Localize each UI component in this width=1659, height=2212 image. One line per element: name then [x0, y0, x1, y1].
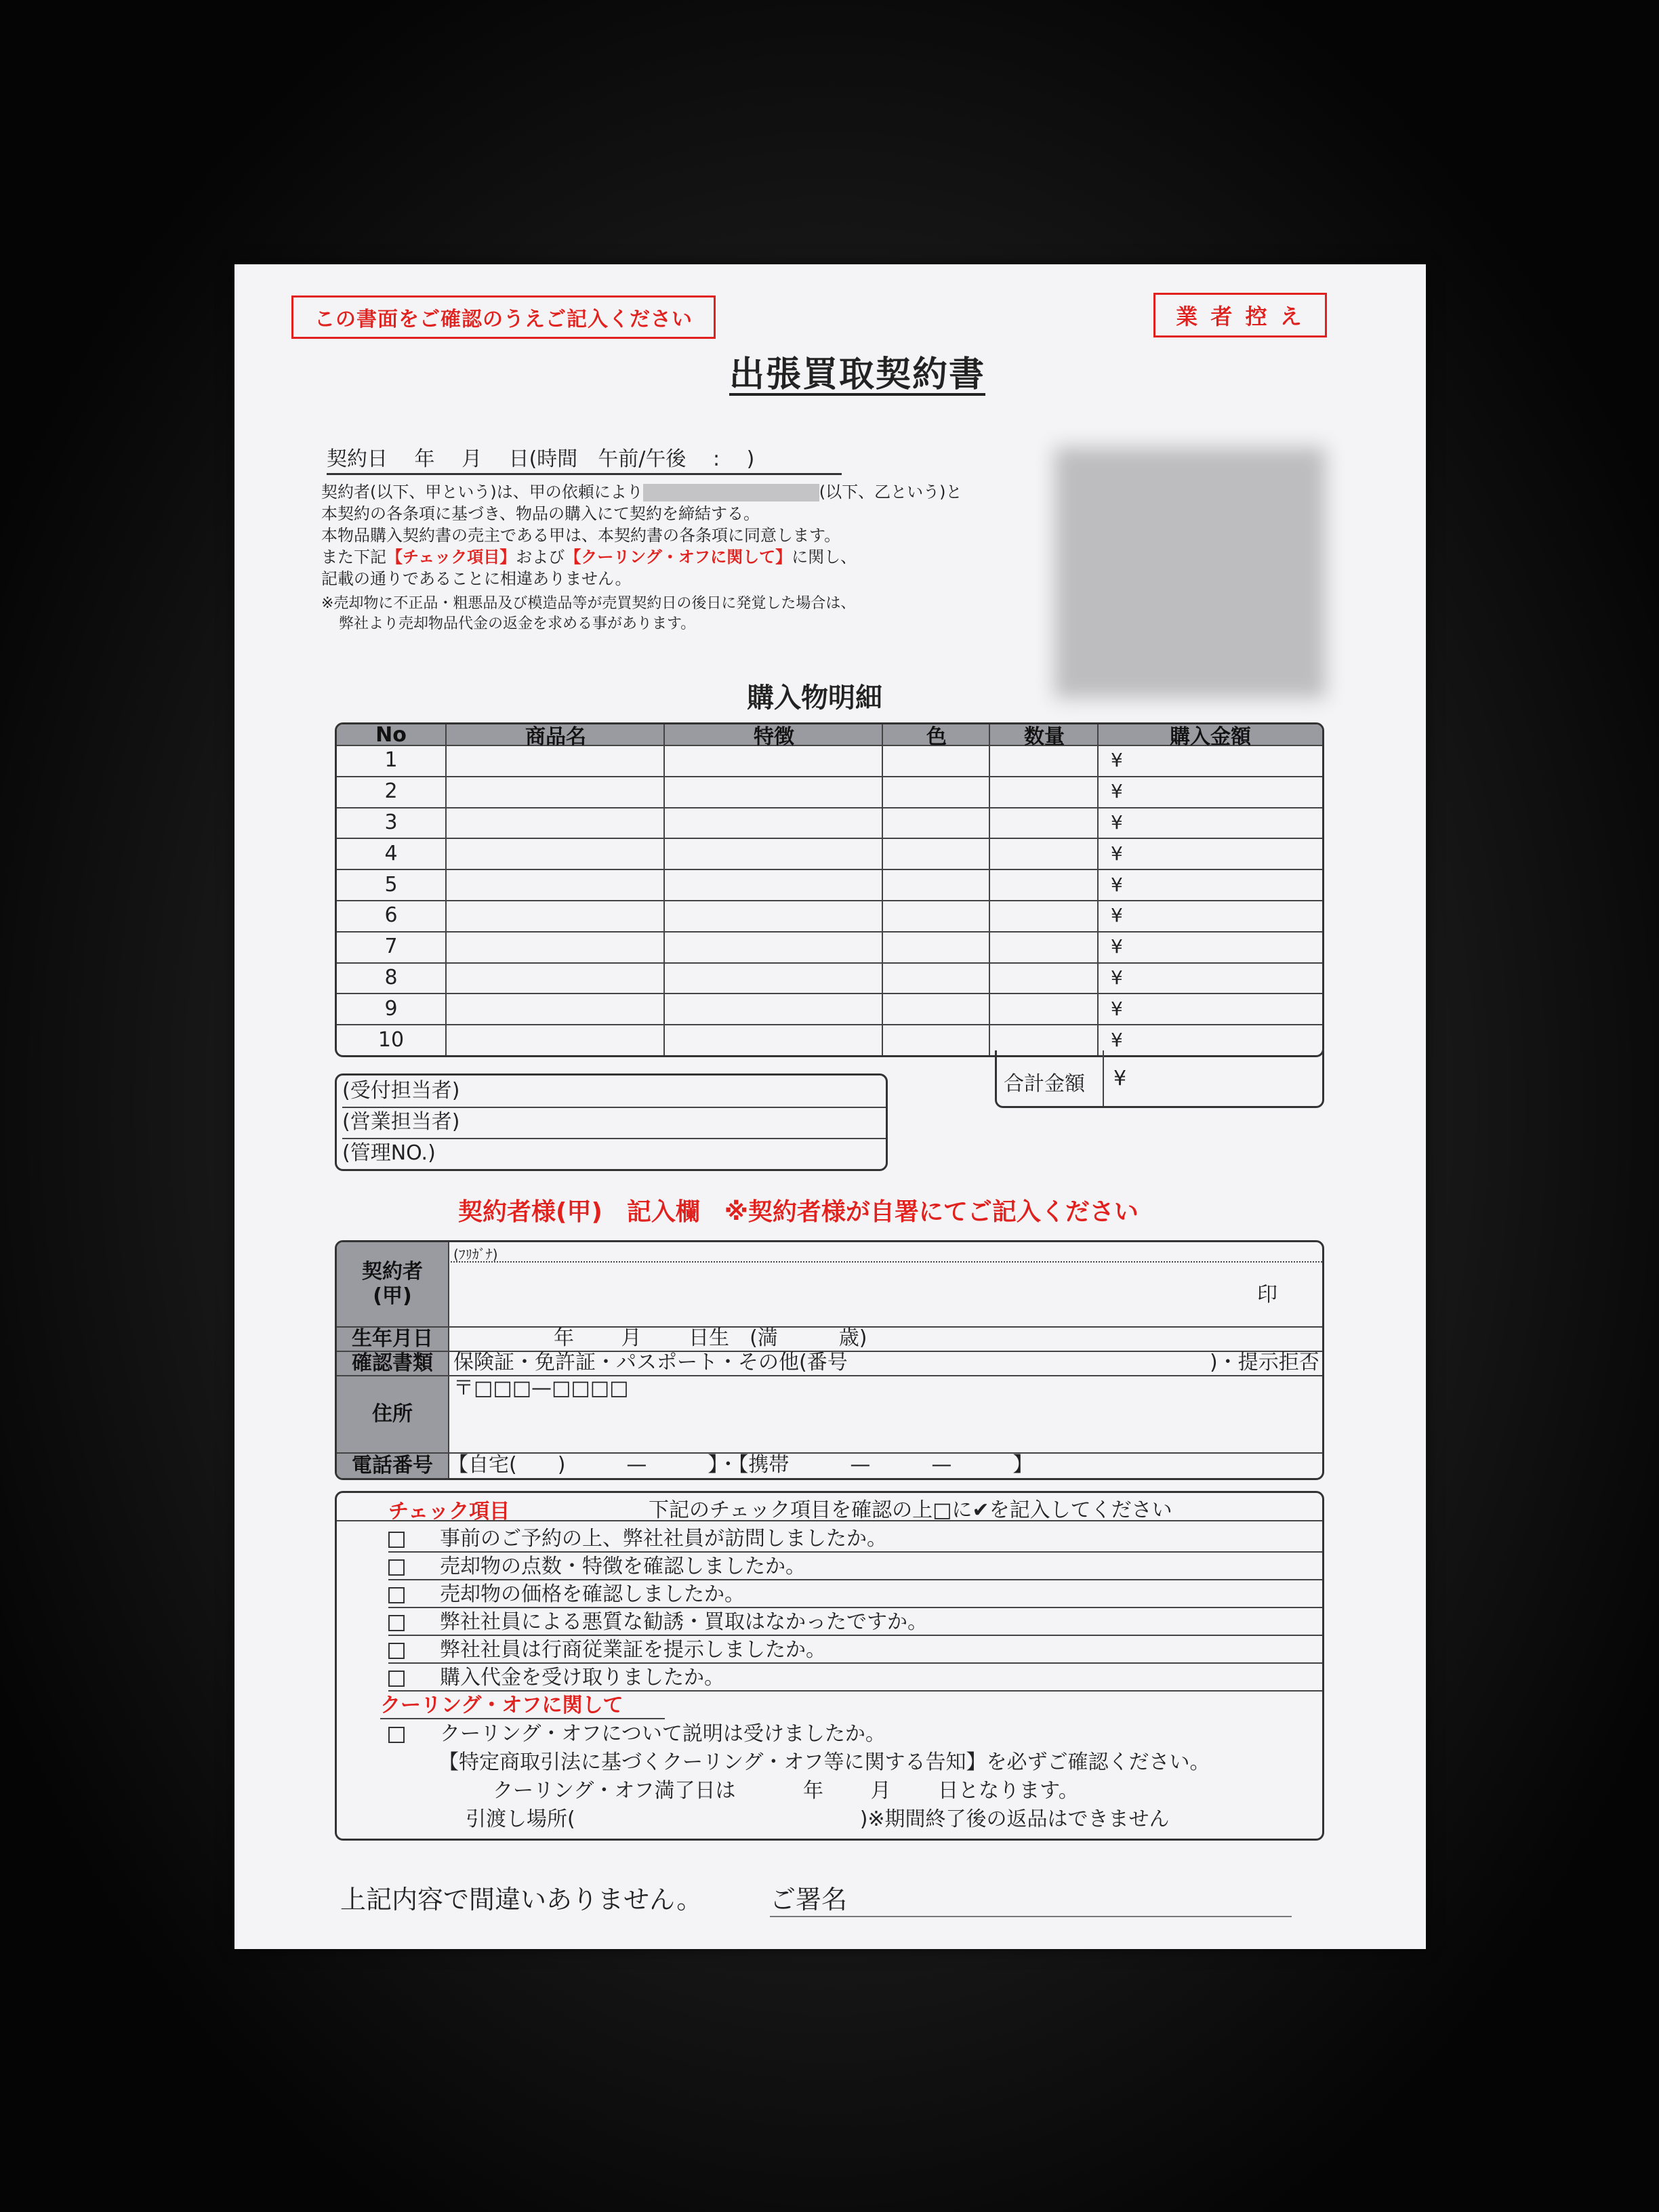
phone-label: 電話番号	[337, 1454, 448, 1478]
row-price-cell[interactable]: ¥	[1097, 838, 1324, 869]
row-input-cell[interactable]	[882, 745, 990, 776]
row-number: 6	[384, 903, 398, 928]
row-input-cell[interactable]	[989, 776, 1099, 807]
check-item-text: 購入代金を受け取りましたか。	[440, 1666, 724, 1689]
row-input-cell[interactable]	[882, 1024, 990, 1055]
row-input-cell[interactable]	[989, 962, 1099, 994]
row-number: 4	[384, 841, 398, 865]
row-input-cell[interactable]	[445, 745, 665, 776]
check-item	[388, 1605, 1322, 1636]
purchase-row	[337, 776, 1322, 808]
purchase-row	[337, 900, 1322, 933]
row-input-cell[interactable]	[445, 776, 665, 807]
row-price-cell[interactable]: ¥	[1097, 745, 1324, 776]
signature-field[interactable]: ご署名	[770, 1879, 1292, 1917]
total-yen: ¥	[1113, 1067, 1127, 1090]
row-input-cell[interactable]	[663, 745, 883, 776]
postal-code: 〒□□□—□□□□	[453, 1376, 629, 1400]
birth-label: 生年月日	[337, 1328, 448, 1351]
id-label: 確認書類	[337, 1352, 448, 1375]
signer-name-label: 契約者 (甲)	[337, 1242, 448, 1326]
row-input-cell[interactable]	[445, 838, 665, 869]
row-input-cell[interactable]	[663, 869, 883, 900]
check-item	[388, 1521, 1322, 1553]
row-price-cell[interactable]: ¥	[1097, 962, 1324, 994]
cooling-notice: 【特定商取引法に基づくクーリング・オフ等に関する告知】を必ずご確認ください。	[438, 1750, 1210, 1774]
seal-mark: 印	[1257, 1283, 1277, 1307]
row-price-cell[interactable]: ¥	[1097, 1024, 1324, 1055]
row-price-cell[interactable]: ¥	[1097, 776, 1324, 807]
checkbox[interactable]	[388, 1559, 405, 1576]
row-input-cell[interactable]	[989, 838, 1099, 869]
check-item-text: 売却物の点数・特徴を確認しましたか。	[440, 1555, 806, 1578]
row-input-cell[interactable]	[882, 962, 990, 994]
redacted-company-stamp	[1054, 447, 1326, 698]
total-label: 合計金額	[1004, 1072, 1085, 1096]
checkbox[interactable]	[388, 1532, 405, 1548]
delivery-place: 引渡し場所( )※期間終了後の返品はできません	[466, 1807, 1170, 1831]
check-item-text: 弊社社員は行商従業証を提示しましたか。	[440, 1638, 826, 1662]
confirm-statement: 上記内容で間違いありません。	[340, 1885, 703, 1914]
row-input-cell[interactable]	[445, 1024, 665, 1055]
cooling-title: クーリング・オフに関して	[380, 1688, 665, 1719]
contract-paper	[234, 264, 1426, 1949]
check-item-text: 弊社社員による悪質な勧誘・買取はなかったですか。	[440, 1610, 928, 1634]
check-item	[388, 1633, 1322, 1664]
col-no: No	[375, 722, 407, 747]
row-input-cell[interactable]	[445, 993, 665, 1024]
purchase-row	[337, 838, 1322, 870]
row-input-cell[interactable]	[663, 931, 883, 962]
row-input-cell[interactable]	[989, 993, 1099, 1024]
col-color: 色	[882, 724, 990, 745]
row-input-cell[interactable]	[989, 869, 1099, 900]
id-value: 保険証・免許証・パスポート・その他(番号	[453, 1351, 848, 1374]
row-input-cell[interactable]	[882, 931, 990, 962]
purchase-table	[335, 722, 1324, 1057]
check-item	[388, 1660, 1322, 1692]
row-price-cell[interactable]: ¥	[1097, 869, 1324, 900]
sales-staff: (営業担当者)	[342, 1107, 886, 1139]
redacted-company	[643, 484, 819, 501]
confirm-notice-box: この書面をご確認のうえご記入ください	[291, 295, 716, 339]
address-label: 住所	[337, 1376, 448, 1452]
row-number: 8	[384, 965, 398, 989]
row-input-cell[interactable]	[663, 962, 883, 994]
col-quantity: 数量	[989, 724, 1099, 745]
id-refuse: )・提示拒否	[1210, 1351, 1319, 1374]
staff-box	[335, 1073, 888, 1171]
row-input-cell[interactable]	[663, 993, 883, 1024]
row-input-cell[interactable]	[445, 807, 665, 838]
cooling-checkbox[interactable]	[388, 1727, 405, 1743]
purchase-heading: 購入物明細	[747, 682, 882, 714]
row-price-cell[interactable]: ¥	[1097, 807, 1324, 838]
row-input-cell[interactable]	[882, 993, 990, 1024]
row-input-cell[interactable]	[882, 776, 990, 807]
purchase-row	[337, 807, 1322, 840]
check-title: チェック項目	[388, 1500, 510, 1523]
phone-value: 【自宅( ) — 】・【携帯 — — 】	[448, 1453, 1033, 1477]
row-input-cell[interactable]	[882, 807, 990, 838]
purchase-table-header	[337, 722, 1322, 749]
row-number: 3	[384, 810, 398, 834]
row-input-cell[interactable]	[445, 869, 665, 900]
row-input-cell[interactable]	[882, 869, 990, 900]
checkbox[interactable]	[388, 1587, 405, 1603]
check-item	[388, 1577, 1322, 1608]
row-price-cell[interactable]: ¥	[1097, 993, 1324, 1024]
col-feature: 特徴	[663, 724, 883, 745]
management-no: (管理NO.)	[342, 1141, 436, 1165]
check-item-text: 事前のご予約の上、弊社社員が訪問しましたか。	[440, 1527, 887, 1551]
document-title: 出張買取契約書	[729, 354, 986, 395]
copy-label-box: 業 者 控 え	[1153, 293, 1327, 337]
birth-value: 年 月 日生 (満 歳)	[554, 1326, 867, 1350]
purchase-row	[337, 993, 1322, 1025]
row-number: 1	[384, 748, 398, 773]
check-section	[335, 1491, 1324, 1841]
row-input-cell[interactable]	[989, 807, 1099, 838]
reception-staff: (受付担当者)	[342, 1076, 886, 1108]
contract-date-line: 契約日 年 月 日(時間 午前/午後 : )	[327, 442, 842, 475]
checkbox[interactable]	[388, 1643, 405, 1659]
row-number: 5	[384, 872, 398, 897]
row-input-cell[interactable]	[663, 776, 883, 807]
row-input-cell[interactable]	[445, 931, 665, 962]
row-input-cell[interactable]	[445, 962, 665, 994]
row-number: 9	[384, 996, 398, 1021]
contract-text: 契約者(以下、甲という)は、甲の依頼により (以下、乙という)と 本契約の各条項に基づき、物品の購入にて契約を締結する。 本物品購入契約書の売主である甲は、本契約書の各条項に同意します。 また下記【チェック項目】および【クーリング・オフに関して】に関し、 記載の通りであることに相違ありません。 ※売却物に不正品・粗悪品及び模造品等が売買契約日の後日に発覚した場合は、 弊社より売却物品代金の返金を求める事があります。	[321, 483, 962, 632]
row-input-cell[interactable]	[989, 745, 1099, 776]
signer-heading: 契約者様(甲) 記入欄 ※契約者様が自署にてご記入ください	[458, 1198, 1139, 1226]
row-input-cell[interactable]	[663, 1024, 883, 1055]
row-input-cell[interactable]	[663, 900, 883, 931]
furigana-label: (ﾌﾘｶﾞﾅ)	[453, 1246, 498, 1263]
checkbox[interactable]	[388, 1615, 405, 1631]
row-input-cell[interactable]	[882, 838, 990, 869]
check-instruction: 下記のチェック項目を確認の上□に✔を記入してください	[649, 1498, 1172, 1522]
col-product: 商品名	[445, 724, 665, 745]
cooling-end-date: クーリング・オフ満了日は 年 月 日となります。	[493, 1779, 1079, 1803]
row-input-cell[interactable]	[882, 900, 990, 931]
row-number: 10	[377, 1027, 405, 1052]
cooling-check-item: クーリング・オフについて説明は受けましたか。	[388, 1717, 886, 1746]
row-input-cell[interactable]	[663, 838, 883, 869]
signer-table	[335, 1240, 1324, 1480]
row-number: 2	[384, 779, 398, 804]
check-item-text: 売却物の価格を確認しましたか。	[440, 1582, 745, 1606]
purchase-row	[337, 962, 1322, 995]
total-box	[995, 1050, 1324, 1108]
purchase-row	[337, 745, 1322, 777]
purchase-row	[337, 931, 1322, 964]
row-input-cell[interactable]	[663, 807, 883, 838]
row-input-cell[interactable]	[989, 931, 1099, 962]
row-price-cell[interactable]: ¥	[1097, 900, 1324, 931]
purchase-row	[337, 869, 1322, 901]
row-input-cell[interactable]	[445, 900, 665, 931]
row-price-cell[interactable]: ¥	[1097, 931, 1324, 962]
row-input-cell[interactable]	[989, 900, 1099, 931]
check-item	[388, 1549, 1322, 1580]
col-price: 購入金額	[1097, 724, 1322, 745]
row-number: 7	[384, 935, 398, 959]
checkbox[interactable]	[388, 1671, 405, 1687]
